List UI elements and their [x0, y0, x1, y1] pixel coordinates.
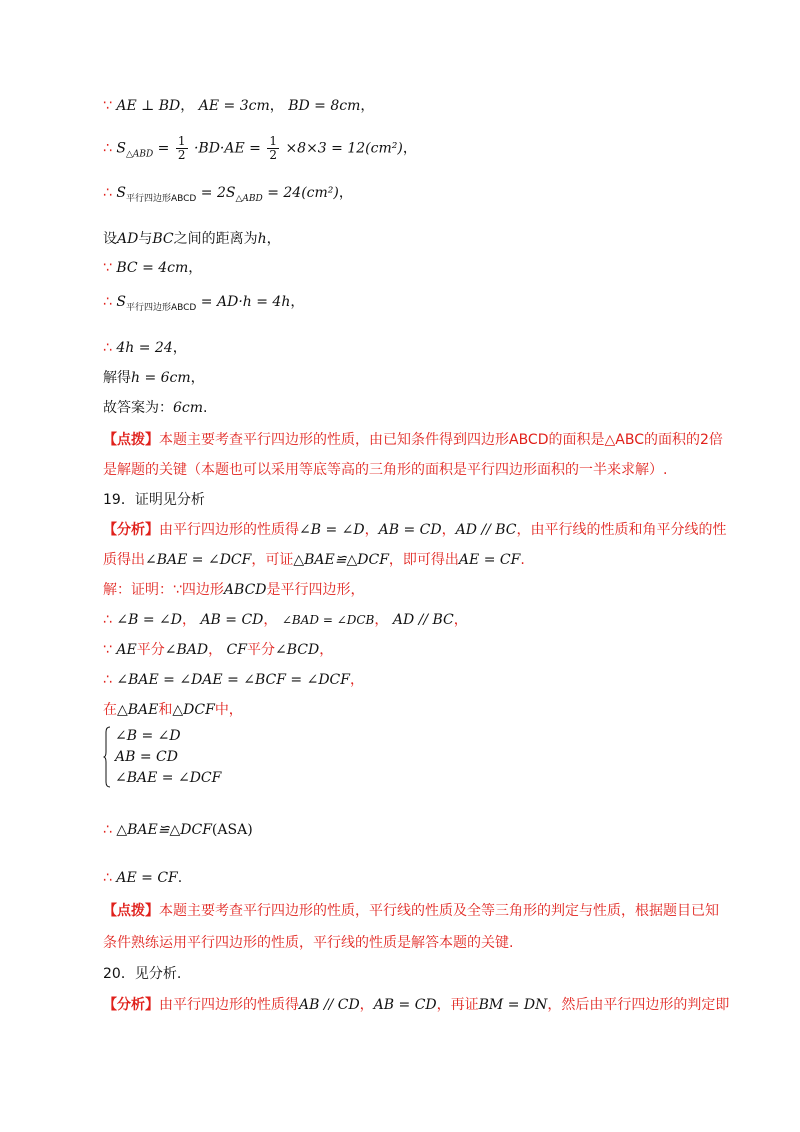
- therefore-symbol: ∴: [103, 185, 112, 201]
- left-brace-icon: [103, 726, 111, 788]
- line-in-triangles: 在△BAE和△DCF中，: [103, 702, 243, 718]
- line-solve-h: 解得h = 6cm，: [103, 370, 205, 386]
- line-analysis-20: 【分析】由平行四边形的性质得AB // CD，AB = CD，再证BM = DN，然后由平行四边形的判定即: [103, 997, 730, 1013]
- line-angle-equalities: ∴ ∠BAE = ∠DAE = ∠BCF = ∠DCF，: [103, 672, 364, 688]
- line-bc-length: ∵ BC = 4cm，: [103, 260, 203, 276]
- congruence-conditions: [103, 726, 303, 790]
- condition-row: ∠BAE = ∠DCF: [115, 770, 222, 786]
- analysis-tag: 【分析】: [103, 522, 159, 538]
- because-symbol: ∵: [173, 582, 182, 598]
- line-tip-18a: 【点拨】本题主要考查平行四边形的性质，由已知条件得到四边形ABCD的面积是△ABC的面积的2倍: [103, 432, 723, 448]
- line-ae-perp-bd: ∵ AE ⊥ BD， AE = 3cm， BD = 8cm，: [103, 98, 375, 114]
- fraction: $\frac{1}{2}$: [177, 134, 186, 162]
- question-19-heading: 19．证明见分析: [103, 492, 205, 508]
- line-parallelogram-area: ∴ $S_{平行四边形ABCD} = 2S_{\triangle ABD} = 24(cm^2)$，: [103, 185, 353, 204]
- line-answer: 故答案为：6cm.: [103, 400, 208, 416]
- line-set-distance: 设AD与BC之间的距离为h，: [103, 231, 281, 247]
- line-bisectors: ∵ AE平分∠BAD， CF平分∠BCD，: [103, 642, 334, 658]
- line-proof-start: 解：证明：∵四边形ABCD是平行四边形，: [103, 582, 365, 598]
- line-area-ad-h: ∴ $S_{平行四边形ABCD} = AD\cdot h = 4h$，: [103, 294, 305, 313]
- line-proof-properties: ∴ ∠B = ∠D， AB = CD， ∠BAD = ∠DCB， AD // BC，: [103, 612, 468, 628]
- therefore-symbol: ∴: [103, 294, 112, 310]
- therefore-symbol: ∴: [103, 870, 112, 886]
- therefore-symbol: ∴: [103, 672, 112, 688]
- line-triangle-area: ∴ $S_{\triangle ABD}$ = $\frac{1}{2}$ ·BD·AE = $\frac{1}{2}$ ×8×3 = 12(cm²)，: [103, 134, 417, 162]
- line-tip-18b: 是解题的关键（本题也可以采用等底等高的三角形的面积是平行四边形面积的一半来求解）.: [103, 462, 668, 478]
- line-analysis-19b: 质得出∠BAE = ∠DCF，可证△BAE≌△DCF，即可得出AE = CF.: [103, 552, 525, 568]
- therefore-symbol: ∴: [103, 340, 112, 356]
- therefore-symbol: ∴: [103, 140, 112, 157]
- line-tip-19a: 【点拨】本题主要考查平行四边形的性质，平行线的性质及全等三角形的判定与性质，根据题目已知: [103, 903, 719, 919]
- line-analysis-19a: 【分析】由平行四边形的性质得∠B = ∠D，AB = CD，AD // BC，由平行线的性质和角平分线的性: [103, 522, 727, 538]
- tip-tag: 【点拨】: [103, 432, 159, 448]
- condition-row: ∠B = ∠D: [115, 728, 181, 744]
- because-symbol: ∵: [103, 98, 112, 114]
- because-symbol: ∵: [103, 260, 112, 276]
- fraction: $\frac{1}{2}$: [269, 134, 277, 162]
- condition-row: AB = CD: [115, 749, 178, 765]
- because-symbol: ∵: [103, 642, 112, 658]
- line-4h-equals-24: ∴ 4h = 24，: [103, 340, 187, 356]
- therefore-symbol: ∴: [103, 822, 112, 838]
- tip-tag: 【点拨】: [103, 903, 159, 919]
- line-conclusion: ∴ AE = CF.: [103, 870, 183, 886]
- therefore-symbol: ∴: [103, 612, 112, 628]
- line-tip-19b: 条件熟练运用平行四边形的性质，平行线的性质是解答本题的关键.: [103, 935, 514, 951]
- analysis-tag: 【分析】: [103, 997, 159, 1013]
- line-congruent-asa: ∴ △BAE≌△DCF(ASA): [103, 822, 253, 838]
- question-20-heading: 20．见分析.: [103, 966, 182, 982]
